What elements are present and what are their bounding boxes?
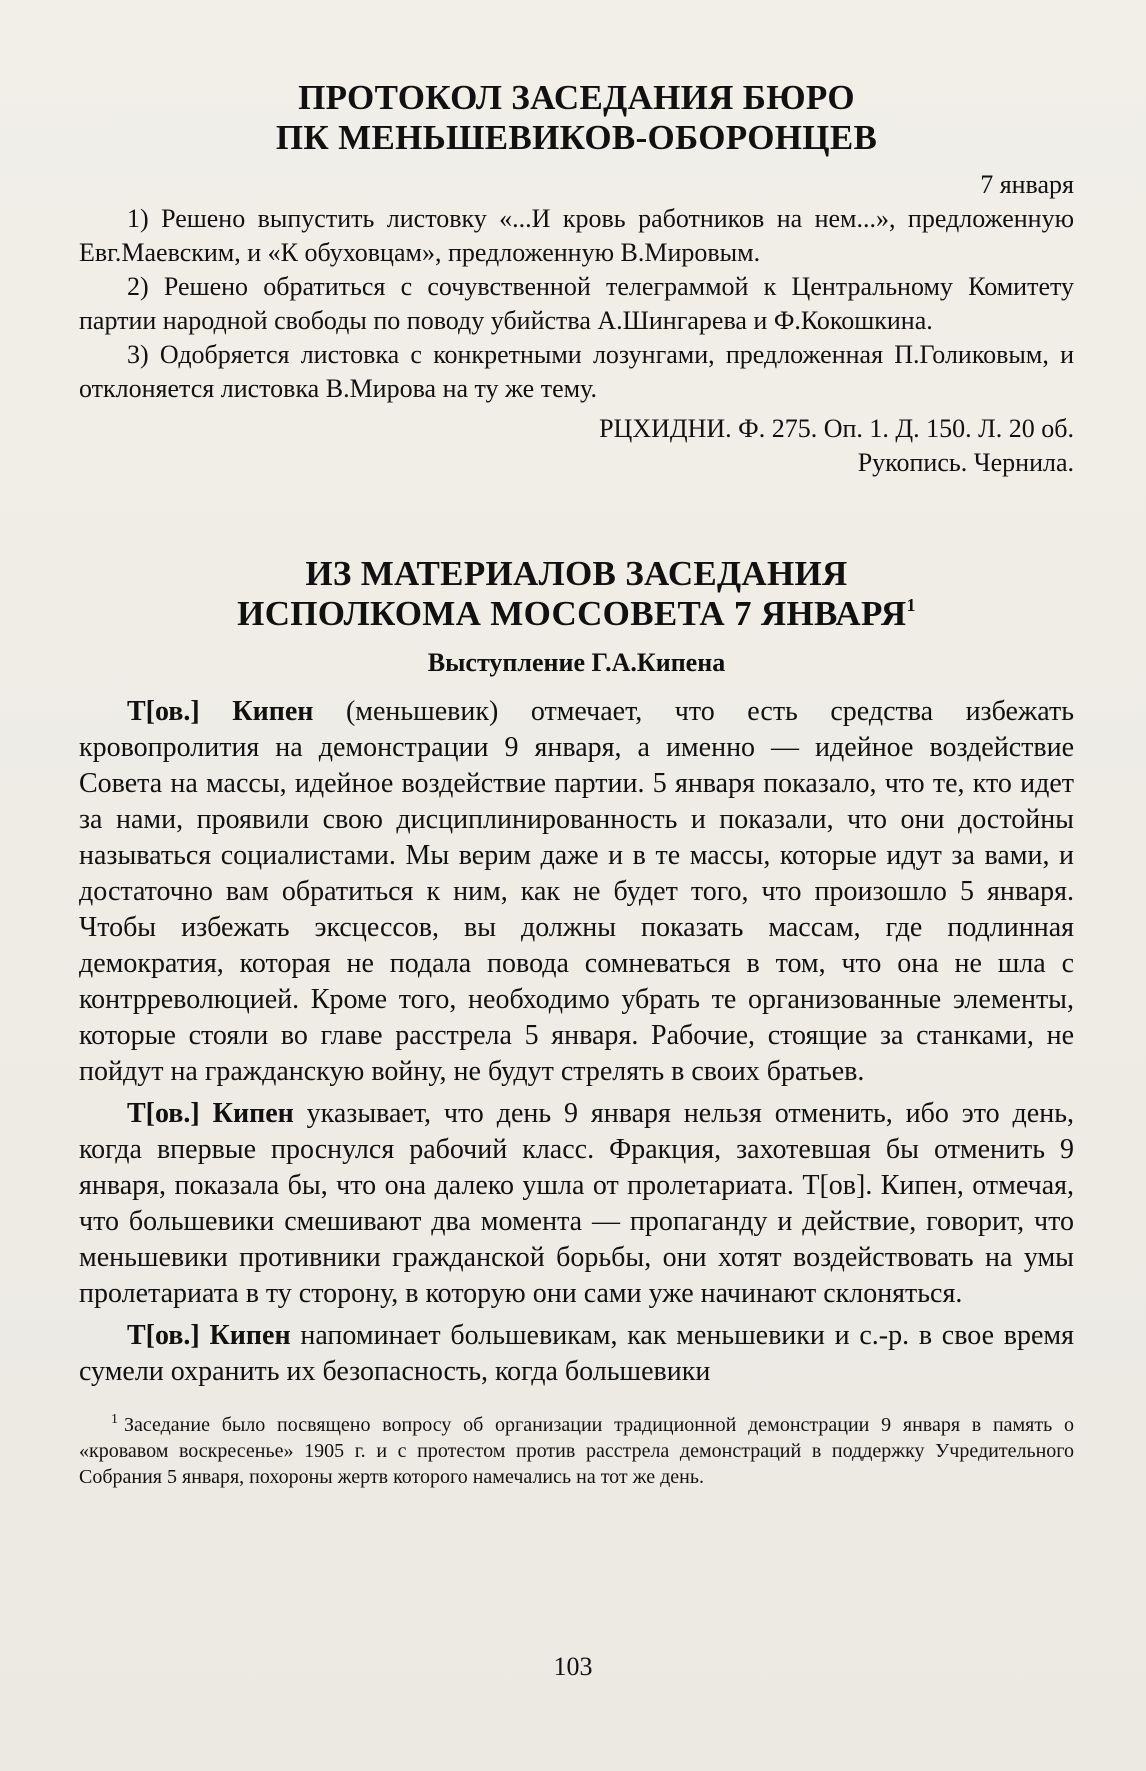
footnote — [79, 1412, 1074, 1490]
archive-note: Рукопись. Чернила. — [857, 448, 1074, 477]
speech-paragraph-3 — [79, 1318, 1074, 1390]
footnote-text: Заседание было посвящено вопросу об организации традиционной демонстрации 9 января в память о «кровавом воскресенье» 1905 г. и с протестом против расстрела демонстраций в поддержку Учредительного Собрания 5 января, похороны жертв которого намечались на тот же день. — [79, 1414, 1074, 1488]
paragraph-text: напоминает большевикам, как меньшевики и с.-р. в свое время сумели охранить их безопасность, когда большевики — [79, 1320, 1074, 1387]
footnote-mark: 1 — [111, 1412, 118, 1427]
archive-reference: РЦХИДНИ. Ф. 275. Оп. 1. Д. 150. Л. 20 об. — [599, 414, 1074, 443]
speech-subheading: Выступление Г.А.Кипена — [427, 648, 726, 677]
doc2-title-line2: ИСПОЛКОМА МОССОВЕТА 7 ЯНВАРЯ — [237, 594, 907, 633]
doc1-title-line2: ПК МЕНЬШЕВИКОВ-ОБОРОНЦЕВ — [275, 118, 878, 157]
doc2-title — [79, 554, 1074, 634]
protocol-item-3: 3) Одобряется листовка с конкретными лозунгами, предложенная П.Голиковым, и отклоняется листовка В.Мирова на ту же тему. — [79, 340, 1074, 403]
speech-body — [79, 694, 1074, 1390]
footnote-ref-mark: 1 — [906, 595, 916, 615]
protocol-item-2: 2) Решено обратиться с сочувственной телеграммой к Центральному Комитету партии народной свободы по поводу убийства А.Шингарева и Ф.Кокошкина. — [79, 272, 1074, 335]
speaker-name: Т[ов.] Кипен — [127, 1320, 291, 1351]
speech-paragraph-1 — [79, 694, 1074, 1090]
speaker-name: Т[ов.] Кипен — [127, 696, 314, 727]
paragraph-text: (меньшевик) отмечает, что есть средства избежать кровопролития на демонстрации 9 января, а именно — идейное воздействие Совета на массы, идейное воздействие партии. 5 января показало, что те, кто идет за нами, проявили свою дисциплинированность и показали, что они достойны называться социалистами. Мы верим даже и в те массы, которые идут за вами, и достаточно вам обратиться к ним, как не будет того, что произошло 5 января. Чтобы избежать эксцессов, вы должны показать массам, где подлинная демократия, которая не подала повода сомневаться в том, что она не шла с контрреволюцией. Кроме того, необходимо убрать те организованные элементы, которые стояли во главе расстрела 5 января. Рабочие, стоящие за станками, не пойдут на гражданскую войну, не будут стрелять в своих братьев. — [79, 696, 1074, 1087]
doc2-title-line1: ИЗ МАТЕРИАЛОВ ЗАСЕДАНИЯ — [305, 554, 848, 593]
speech-paragraph-2 — [79, 1096, 1074, 1312]
doc1-date: 7 января — [980, 170, 1074, 199]
doc1-title — [79, 78, 1074, 158]
protocol-item-1: 1) Решено выпустить листовку «...И кровь работников на нем...», предложенную Евг.Маевским, и «К обуховцам», предложенную В.Мировым. — [79, 204, 1074, 267]
doc2-title-line2-wrap — [79, 594, 1074, 634]
paragraph-text: указывает, что день 9 января нельзя отменить, ибо это день, когда впервые проснулся рабочий класс. Фракция, захотевшая бы отменить 9 января, показала бы, что она далеко ушла от пролетариата. Т[ов]. Кипен, отмечая, что большевики смешивают два момента — пропаганду и действие, говорит, что меньшевики противники гражданской борьбы, они хотят воздействовать на умы пролетариата в ту сторону, в которую они сами уже начинают склоняться. — [79, 1098, 1074, 1309]
page-number: 103 — [553, 1652, 593, 1681]
speaker-name: Т[ов.] Кипен — [127, 1098, 294, 1129]
doc1-title-line1: ПРОТОКОЛ ЗАСЕДАНИЯ БЮРО — [298, 78, 855, 117]
